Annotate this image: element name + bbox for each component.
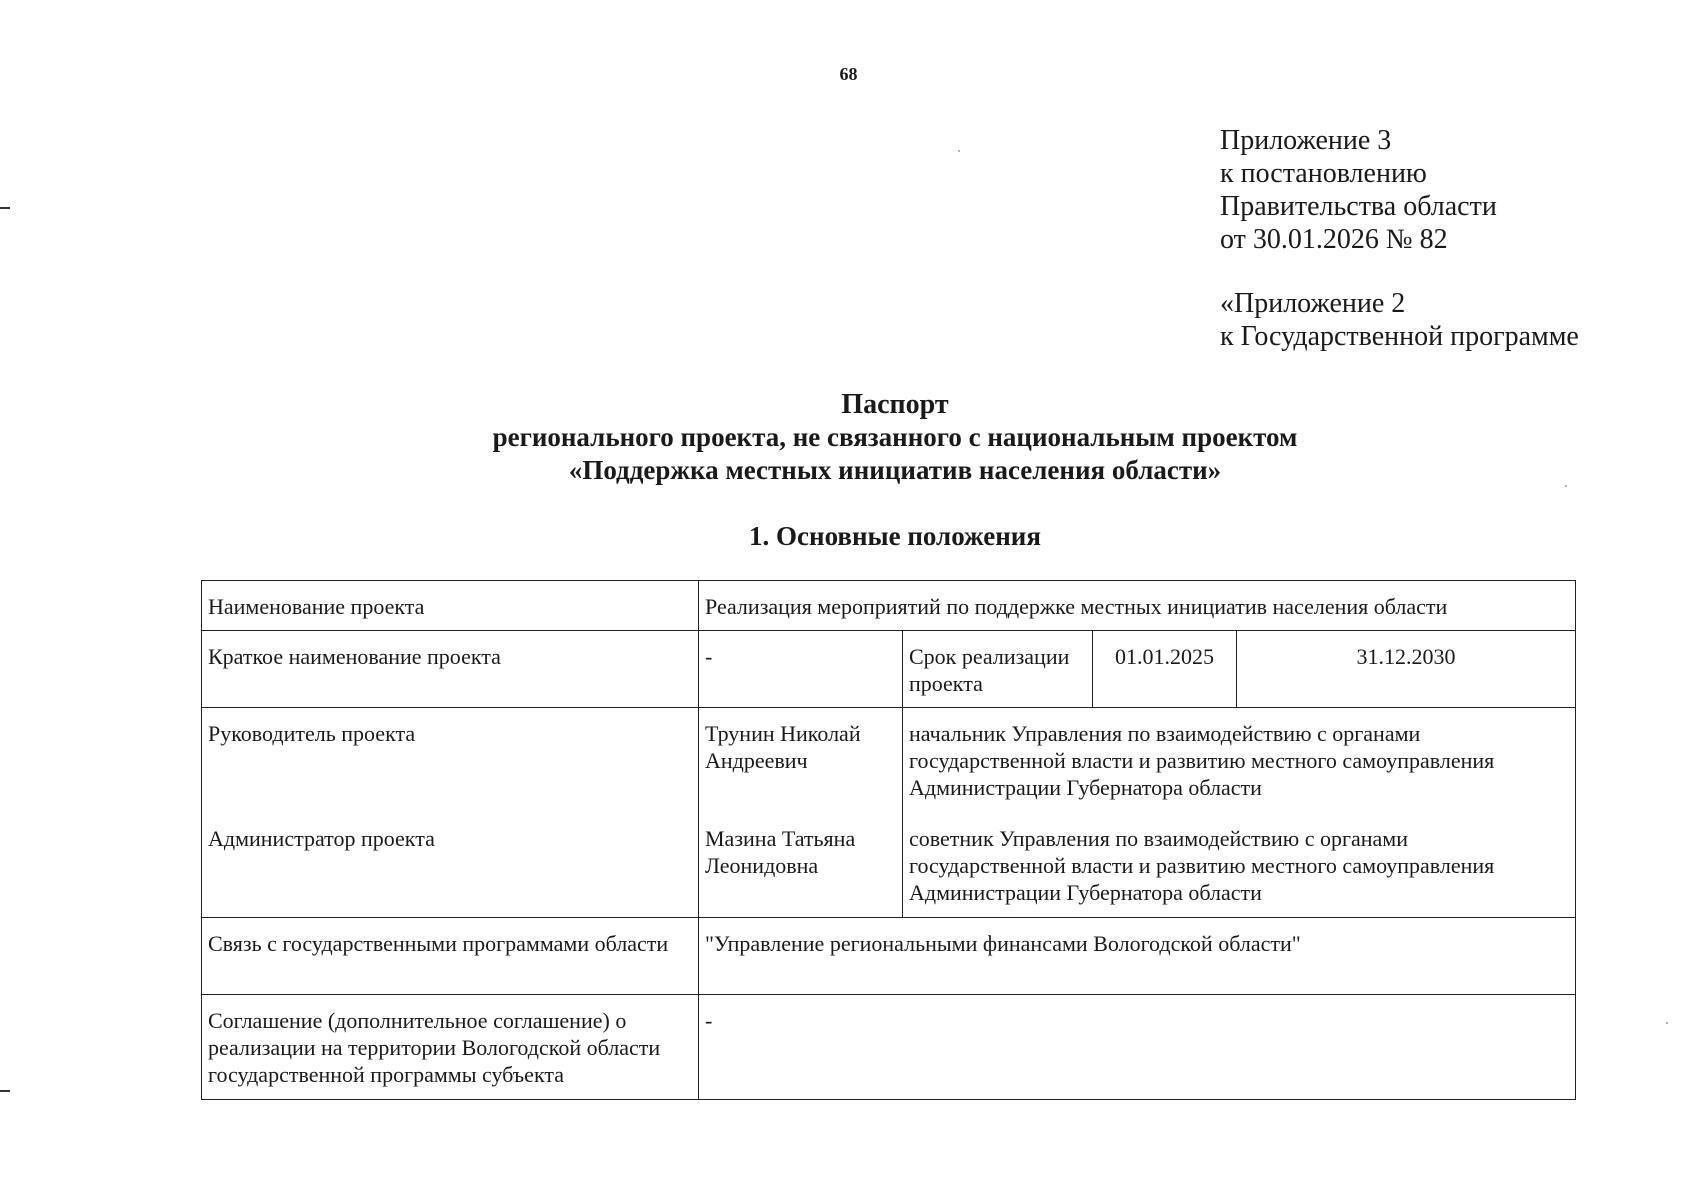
appendix-quote-line: к Государственной программе bbox=[1220, 321, 1579, 352]
head-name: Трунин Николай Андреевич bbox=[705, 721, 861, 773]
table-cell-value: Реализация мероприятий по поддержке местных инициатив населения области bbox=[699, 581, 1576, 631]
table-cell-value: - bbox=[699, 631, 903, 708]
appendix-line: к постановлению bbox=[1220, 158, 1427, 189]
appendix-line: Приложение 3 bbox=[1220, 125, 1392, 156]
title-line: «Поддержка местных инициатив населения области» bbox=[568, 455, 1222, 485]
scan-edge-mark bbox=[0, 1090, 10, 1092]
table-row bbox=[202, 581, 1576, 631]
title-line: регионального проекта, не связанного с национальным проектом bbox=[492, 422, 1298, 452]
table-cell-label: Наименование проекта bbox=[202, 581, 699, 631]
table-row bbox=[202, 631, 1576, 708]
title-line: Паспорт bbox=[841, 389, 949, 420]
scan-speck bbox=[958, 150, 960, 152]
table-cell-value bbox=[903, 708, 1576, 918]
appendix-block bbox=[1220, 124, 1579, 353]
head-position: начальник Управления по взаимодействию с органами государственной власти и развитию местного самоуправления Администрации Губернатора области bbox=[909, 721, 1495, 800]
appendix-quote-line: «Приложение 2 bbox=[1220, 288, 1406, 319]
appendix-line: Правительства области bbox=[1220, 191, 1497, 222]
admin-label: Администратор проекта bbox=[208, 826, 435, 851]
table-cell-label: Связь с государственными программами области bbox=[202, 918, 699, 995]
table-cell-value: - bbox=[699, 995, 1576, 1100]
table-row bbox=[202, 918, 1576, 995]
passport-table bbox=[201, 580, 1576, 1100]
table-cell-value bbox=[699, 708, 903, 918]
table-cell-date: 01.01.2025 bbox=[1093, 631, 1237, 708]
table-cell-date: 31.12.2030 bbox=[1237, 631, 1576, 708]
table-cell-label: Срок реализации проекта bbox=[903, 631, 1093, 708]
page-number: 68 bbox=[839, 64, 858, 84]
scan-edge-mark bbox=[0, 207, 10, 209]
scan-speck bbox=[1666, 1022, 1668, 1024]
table-row bbox=[202, 708, 1576, 918]
head-label: Руководитель проекта bbox=[208, 721, 416, 746]
admin-position: советник Управления по взаимодействию с органами государственной власти и развитию местного самоуправления Администрации Губернатора области bbox=[909, 826, 1495, 905]
table-row bbox=[202, 995, 1576, 1100]
document-title bbox=[0, 388, 1697, 487]
appendix-line: от 30.01.2026 № 82 bbox=[1220, 224, 1448, 255]
admin-name: Мазина Татьяна Леонидовна bbox=[705, 826, 856, 878]
section-title: 1. Основные положения bbox=[749, 521, 1041, 551]
table-cell-label: Краткое наименование проекта bbox=[202, 631, 699, 708]
table-cell-label bbox=[202, 708, 699, 918]
table-cell-value: "Управление региональными финансами Вологодской области" bbox=[699, 918, 1576, 995]
table-cell-label: Соглашение (дополнительное соглашение) о реализации на территории Вологодской области государственной программы субъекта bbox=[202, 995, 699, 1100]
